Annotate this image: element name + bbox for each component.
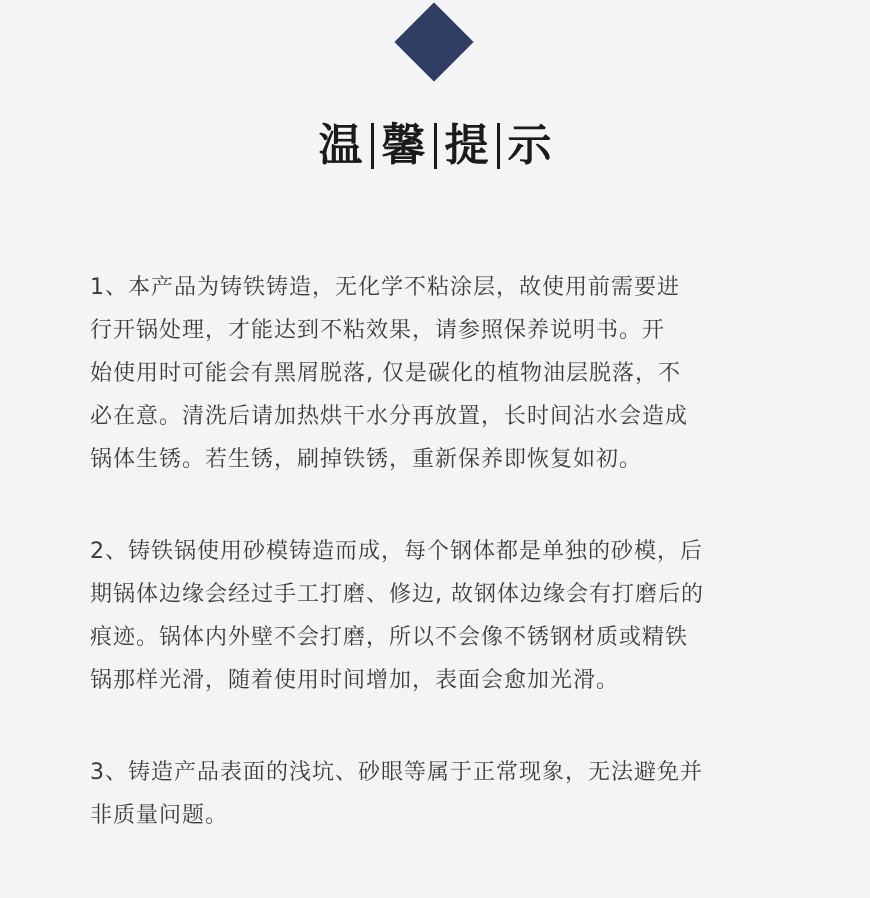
- title-char: 示: [507, 120, 552, 171]
- note-line: 始使用时可能会有黑屑脱落, 仅是碳化的植物油层脱落，不: [90, 361, 681, 386]
- note-paragraph-3: [90, 751, 790, 837]
- note-line: 行开锅处理，才能达到不粘效果，请参照保养说明书。开: [90, 318, 666, 343]
- diamond-icon: [394, 2, 473, 81]
- note-paragraph-1: [90, 266, 790, 481]
- title-char: 馨: [381, 120, 426, 171]
- note-line: 锅体生锈。若生锈，刷掉铁锈，重新保养即恢复如初。: [90, 447, 643, 472]
- note-line: 锅那样光滑，随着使用时间增加，表面会愈加光滑。: [90, 668, 620, 693]
- notes-list: [90, 266, 790, 886]
- title-char: 提: [444, 120, 489, 171]
- note-line: 1、本产品为铸铁铸造，无化学不粘涂层，故使用前需要进: [90, 275, 680, 300]
- note-line: 3、铸造产品表面的浅坑、砂眼等属于正常现象，无法避免并: [90, 760, 703, 785]
- note-line: 痕迹。锅体内外壁不会打磨，所以不会像不锈钢材质或精铁: [90, 625, 689, 650]
- note-line: 必在意。清洗后请加热烘干水分再放置，长时间沾水会造成: [90, 404, 689, 429]
- note-paragraph-2: [90, 530, 790, 702]
- note-line: 期锅体边缘会经过手工打磨、修边, 故钢体边缘会有打磨后的: [90, 582, 704, 607]
- note-line: 2、铸铁锅使用砂模铸造而成，每个钢体都是单独的砂模，后: [90, 539, 703, 564]
- page-title: [0, 118, 870, 174]
- title-char: 温: [318, 120, 363, 171]
- note-line: 非质量问题。: [90, 803, 229, 828]
